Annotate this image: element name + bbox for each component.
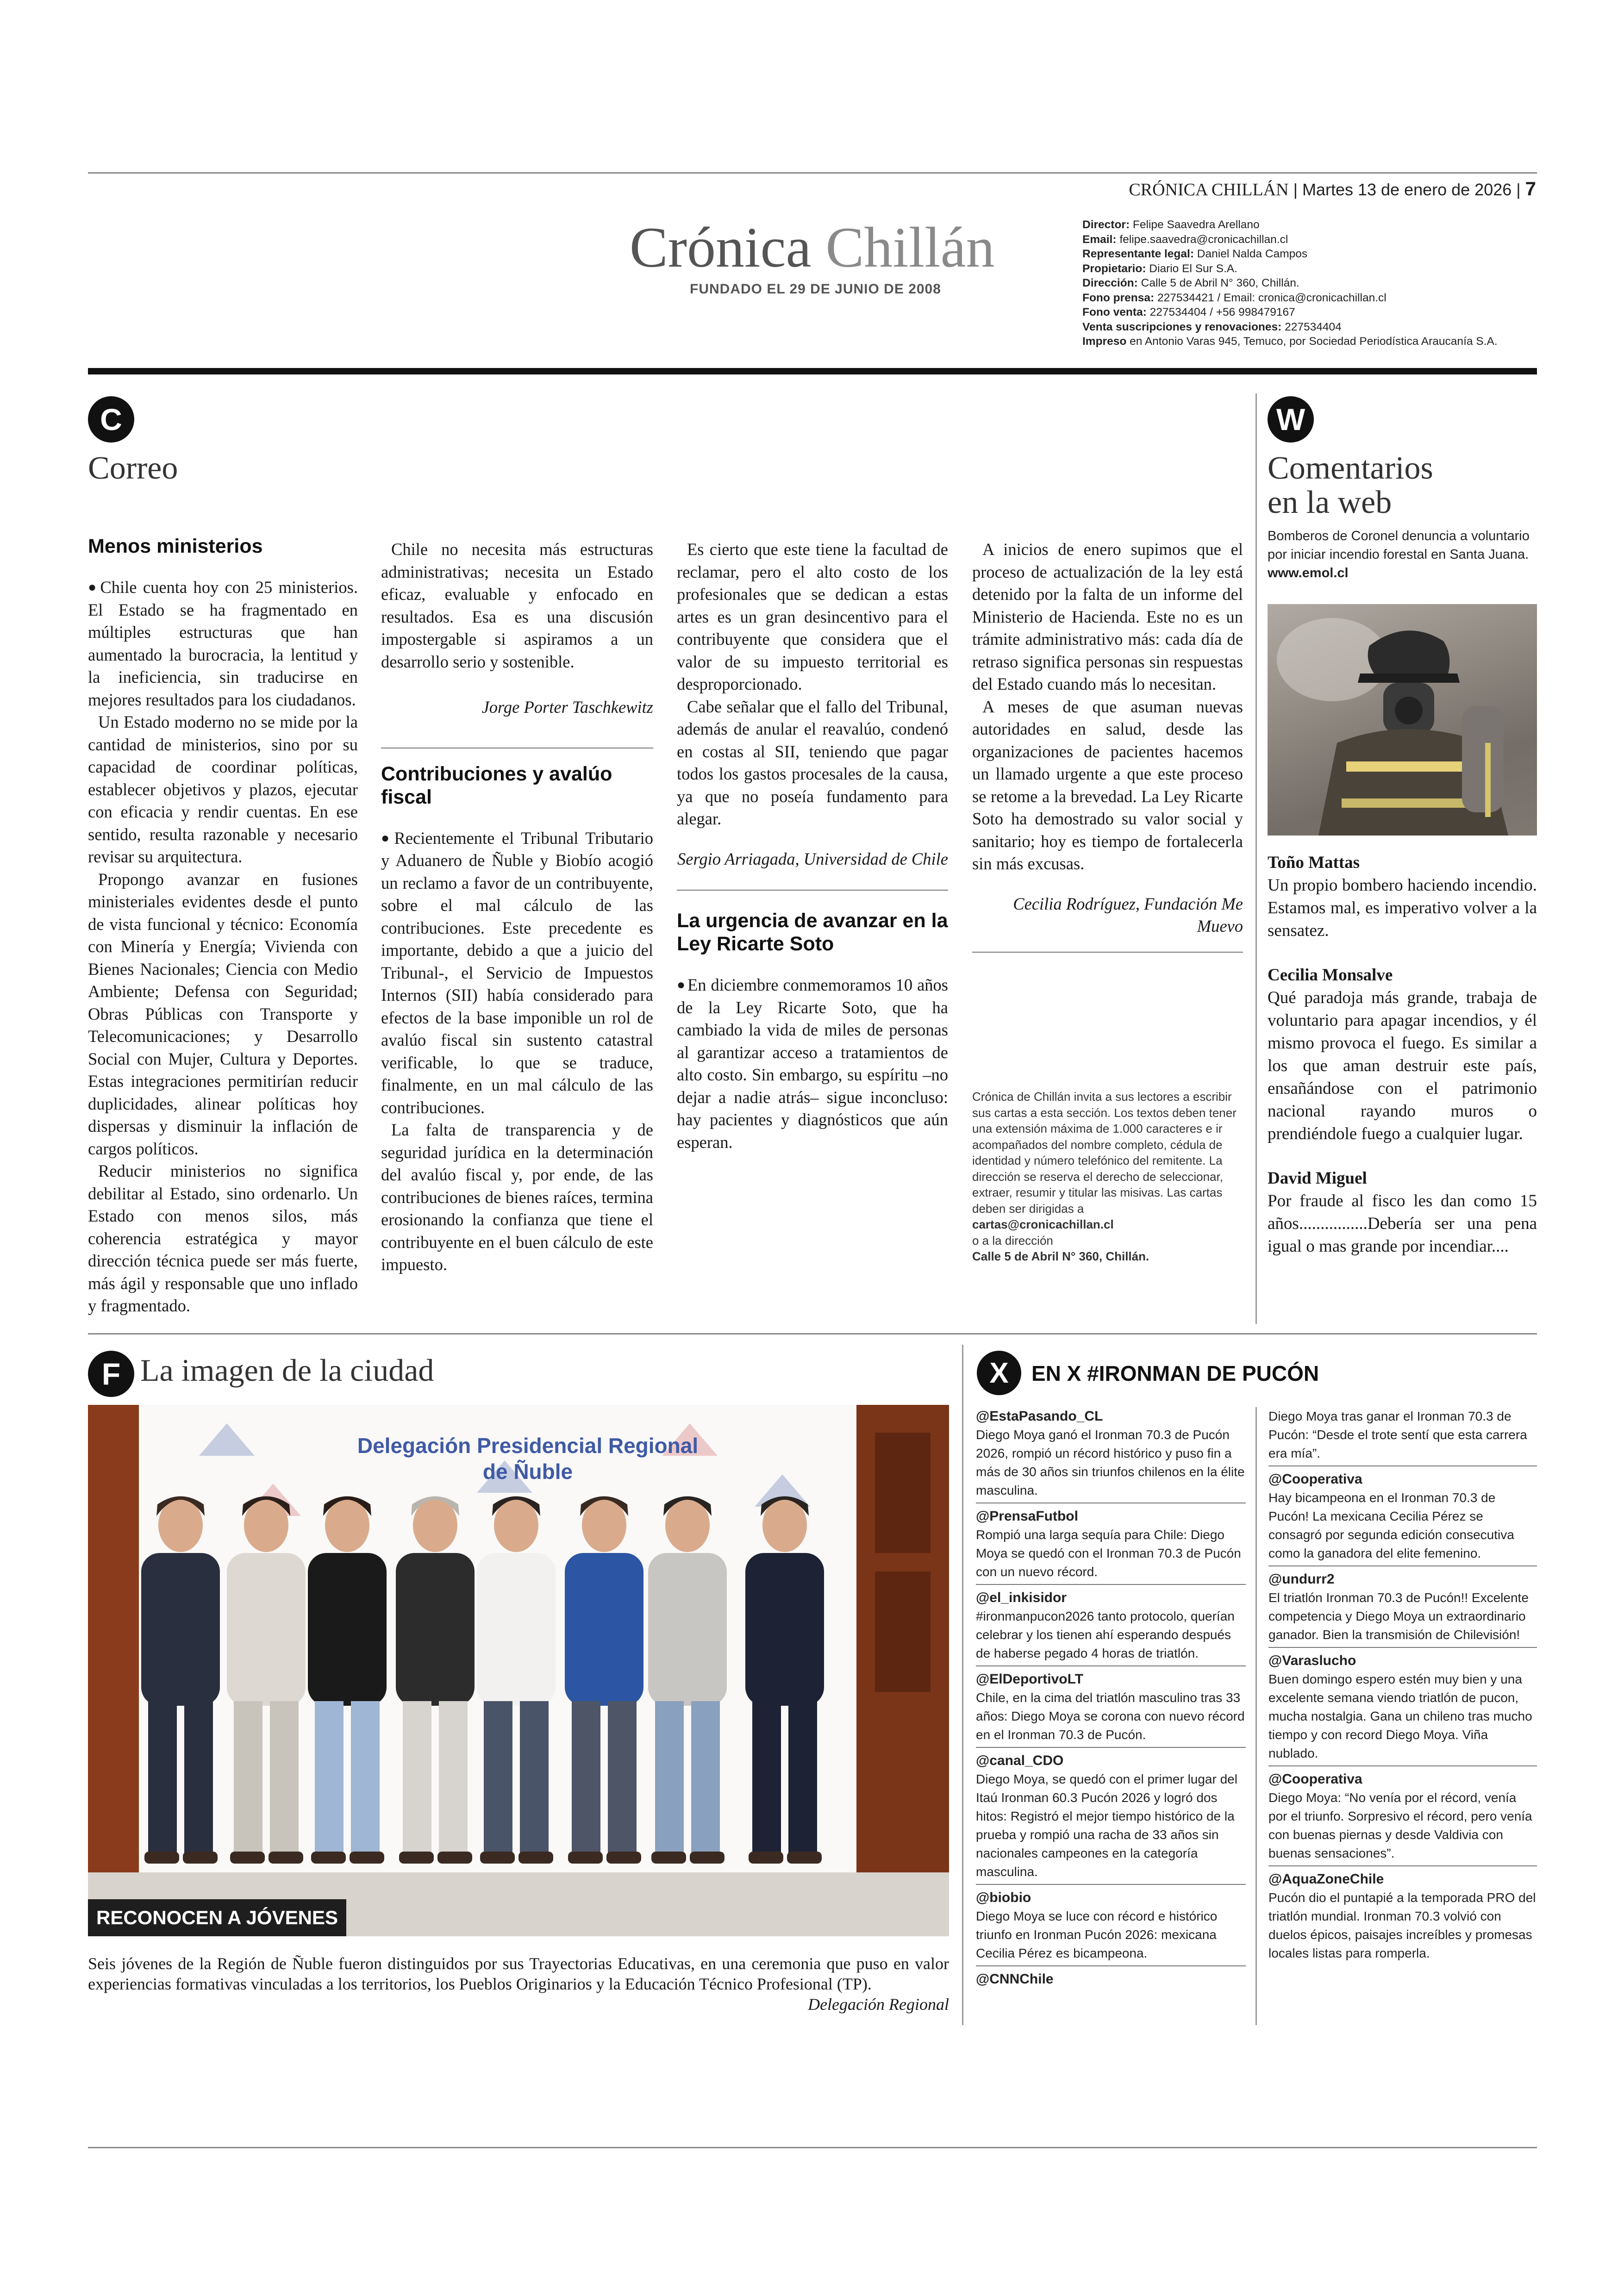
masthead-line: Director: Felipe Saavedra Arellano [1082, 218, 1260, 231]
tweet [976, 1507, 1246, 1581]
photo-label: RECONOCEN A JÓVENES [88, 1899, 346, 1936]
tweet-handle[interactable]: @AquaZoneChile [1268, 1871, 1384, 1887]
tweet [976, 1889, 1246, 1963]
tweet [1268, 1470, 1537, 1563]
letter-1-signature: Jorge Porter Taschkewitz [481, 698, 653, 717]
person-figure [648, 1497, 727, 1864]
tweet-text: Diego Moya, se quedó con el primer lugar del Itaú Ironman 60.3 Pucón 2026 y logró dos hitos: Registró el mejor tiempo histórico de la prueba y rompió una racha de 33 años sin nacionales campeones en la categoría masculina. [976, 1772, 1237, 1879]
header-thick-rule [88, 368, 1537, 374]
tweet-text: Buen domingo espero estén muy bien y una excelente semana viendo triatlón de pucon, mucha nostalgia. Gana un chileno tras mucho tiempo y con record Diego Moya. Viña nublado. [1268, 1672, 1532, 1760]
web-comment [1268, 964, 1537, 1145]
tweet-handle[interactable]: @ElDeportivoLT [976, 1671, 1084, 1687]
person-figure [227, 1497, 306, 1864]
web-lead [1268, 527, 1537, 582]
web-column-divider [1255, 393, 1257, 1324]
imagen-section-title: La imagen de la ciudad [140, 1353, 434, 1388]
letter-column-4 [972, 538, 1243, 953]
tweet-columns-divider [1255, 1407, 1257, 2025]
tweet-handle[interactable]: @PrensaFutbol [976, 1509, 1078, 1524]
person-figure [745, 1497, 824, 1864]
tweet-separator [1268, 1865, 1537, 1866]
tweet-separator [976, 1884, 1246, 1885]
letter-3-paragraph: A inicios de enero supimos que el proceso de actualización de la ley está detenido por la falta de un informe del Ministerio de Hacienda. Este no es un trámite administrativo más: cada día de retraso significa personas sin respuestas del Estado cuando más lo necesitan. [972, 540, 1243, 693]
person-figure [565, 1497, 643, 1864]
tweet-text: Pucón dio el puntapié a la temporada PRO del triatlón mundial. Ironman 70.3 volvió con duelos épicos, paisajes increíbles y promesas locales listas para romperla. [1268, 1890, 1536, 1960]
tweet-text: Diego Moya se luce con récord e histórico triunfo en Ironman Pucón 2026: mexicana Cecilia Pérez es bicampeona. [976, 1909, 1218, 1960]
firefighter-illustration [1268, 604, 1537, 836]
twitter-section-title: EN X #IRONMAN DE PUCÓN [1031, 1361, 1319, 1385]
masthead-line: Dirección: Calle 5 de Abril N° 360, Chillán. [1082, 277, 1299, 289]
letter-2-paragraph: ● Recientemente el Tribunal Tributario y Aduanero de Ñuble y Biobío acogió un reclamo a favor de un contribuyente, sobre el mal cálculo de las contribuciones. Este precedente es importante, debido a que a juicio del Tribunal-, el Servicio de Impuestos Internos (SII) había considerado para efectos de la base imponible un rol de avalúo fiscal sin sustento catastral verificable, lo que se traduce, finalmente, en un mal cálculo de las contribuciones. [381, 828, 653, 1117]
comment-author: Cecilia Monsalve [1268, 966, 1393, 985]
tweet-separator [1268, 1565, 1537, 1566]
letter-3-headline: La urgencia de avanzar en la Ley Ricarte Soto [677, 910, 948, 955]
notice-email[interactable]: cartas@cronicachillan.cl [972, 1217, 1114, 1231]
correo-section-title: Correo [88, 450, 178, 486]
letter-column-3 [677, 538, 948, 1154]
comment-author: Toño Mattas [1268, 853, 1360, 872]
letter-column-1 [88, 535, 358, 1317]
web-section-badge: W [1268, 396, 1314, 443]
letter-divider [972, 952, 1243, 953]
letter-column-2 [381, 538, 653, 1276]
web-comments [1268, 852, 1537, 1258]
tweet-text: Diego Moya ganó el Ironman 70.3 de Pucón 2026, rompió un récord histórico y puso fin a más de 30 años sin triunfos chilenos en la élite masculina. [976, 1428, 1245, 1497]
letters-notice [972, 1089, 1243, 1265]
masthead-line: Fono prensa: 227534421 / Email: cronica@cronicachillan.cl [1082, 291, 1387, 304]
firefighter-photo [1268, 604, 1537, 836]
person-figure [477, 1497, 556, 1864]
letter-1-paragraph: Reducir ministerios no significa debilitar al Estado, sino ordenarlo. Un Estado con menos silos, más coherencia estratégica y mayor dirección técnica puede ser más fuerte, más ágil y responsable que uno inflado y fragmentado. [88, 1161, 358, 1315]
web-comment [1268, 1167, 1537, 1258]
tweet-handle[interactable]: @Cooperativa [1268, 1771, 1362, 1787]
tweet-separator [1268, 1647, 1537, 1648]
tweet [1268, 1652, 1537, 1763]
person-figure [141, 1497, 220, 1864]
tweet [1268, 1570, 1537, 1644]
top-rule [88, 172, 1537, 174]
letter-1-headline: Menos ministerios [88, 535, 263, 557]
comment-author: David Miguel [1268, 1169, 1367, 1188]
tweet-handle[interactable]: @undurr2 [1268, 1572, 1335, 1587]
tweet-handle[interactable]: @EstaPasando_CL [976, 1409, 1103, 1424]
web-comment [1268, 852, 1537, 942]
comment-text: Qué paradoja más grande, trabaja de voluntario para apagar incendios, y él mismo provoca el fuego. Es similar a los que aman destruir este país, ensañándose con el patrimonio nacional rayando muros o prendiéndole fuego a cualquier lugar. [1268, 988, 1537, 1143]
comment-text: Por fraude al fisco les dan como 15 años................Debería ser una pena igual o mas grande por incendiar.... [1268, 1191, 1537, 1256]
photo-people [88, 1405, 949, 1936]
letter-3-signature: Cecilia Rodríguez, Fundación Me Muevo [1013, 894, 1243, 935]
running-head-date: | Martes 13 de enero de 2026 | [1293, 180, 1521, 199]
imagen-section-badge: F [88, 1351, 134, 1397]
running-head-paper: CRÓNICA CHILLÁN [1129, 180, 1289, 200]
letter-2-paragraph: La falta de transparencia y de seguridad jurídica en la determinación del avalúo fiscal y, por ende, de las contribuciones de bienes raíces, termina erosionando la confianza que tiene el contribuyente en el buen cálculo de este impuesto. [381, 1120, 653, 1274]
masthead-line: Representante legal: Daniel Nalda Campos [1082, 248, 1308, 260]
tweet-handle[interactable]: @biobio [976, 1890, 1031, 1905]
tweet-separator [976, 1584, 1246, 1585]
caption-text: Seis jóvenes de la Región de Ñuble fueron distinguidos por sus Trayectorias Educativas, en una ceremonia que puso en valor experiencias formativas vinculadas a los territorios, los Pueblos Originarios y la Educación Técnico Profesional (TP). [88, 1954, 949, 1993]
tweet [1268, 1770, 1537, 1863]
tweet [976, 1670, 1246, 1744]
masthead-line: Email: felipe.saavedra@cronicachillan.cl [1082, 233, 1288, 246]
masthead-line: Venta suscripciones y renovaciones: 227534404 [1082, 320, 1342, 333]
person-figure [396, 1497, 475, 1864]
photo-caption [88, 1953, 949, 1994]
tweet [976, 1752, 1246, 1881]
person-figure [308, 1497, 387, 1864]
tweet [1268, 1407, 1537, 1463]
letter-3-paragraph: A meses de que asuman nuevas autoridades en salud, desde las organizaciones de pacientes hacemos un llamado urgente a que este proceso se retome a la brevedad. La Ley Ricarte Soto ha demostrado su valor social y sanitario; hoy es tiempo de fortalecerla sin más excusas. [972, 697, 1243, 873]
tweet-separator [976, 1747, 1246, 1748]
tweet-text: Chile, en la cima del triatlón masculino tras 33 años: Diego Moya se corona con nuevo récord en el Ironman 70.3 de Pucón. [976, 1690, 1245, 1742]
tweet-handle[interactable]: @Cooperativa [1268, 1472, 1362, 1487]
masthead-line: Impreso en Antonio Varas 945, Temuco, por Sociedad Periodística Araucanía S.A. [1082, 335, 1498, 348]
web-section-title [1268, 451, 1433, 519]
photo-banner-text: Delegación Presidencial Regional de Ñuble [357, 1434, 699, 1484]
letter-2-paragraph: Es cierto que este tiene la facultad de reclamar, pero el alto costo de los profesionales que se dedican a estas artes es un gran desincentivo para el contribuyente que considera que el valor de su impuesto territorial es desproporcionado. [677, 540, 948, 693]
tweet-text: El triatlón Ironman 70.3 de Pucón!! Excelente competencia y Diego Moya un extraordinario ganador. Bien la transmisión de Chilevisión! [1268, 1590, 1529, 1642]
twitter-section-badge: X [977, 1351, 1021, 1395]
tweet-separator [1268, 1765, 1537, 1766]
letter-divider [677, 890, 948, 891]
tweet-handle[interactable]: @CNNChile [976, 1971, 1054, 1987]
tweet-text: Diego Moya: “No venía por el récord, venía por el triunfo. Sorpresivo el récord, pero venía con buenas piernas y desde Valdivia con buenas sensaciones”. [1268, 1790, 1532, 1860]
masthead-line: Propietario: Diario El Sur S.A. [1082, 262, 1237, 275]
web-title-line-2: en la web [1268, 484, 1392, 520]
tweet-separator [976, 1965, 1246, 1966]
letter-3-paragraph: ● En diciembre conmemoramos 10 años de la Ley Ricarte Soto, que ha cambiado la vida de miles de personas al garantizar acceso a tratamientos de alto costo. Sin embargo, su espíritu –no dejar a nadie atrás– sigue inconcluso: hay pacientes y diagnósticos que aún esperan. [677, 975, 948, 1152]
letter-1-paragraph: Chile no necesita más estructuras administrativas; necesita un Estado eficaz, evaluable y enfocado en resultados. Esa es una discusión impostergable si aspiramos a un desarrollo serio y sostenible. [381, 540, 653, 671]
founded-date: FUNDADO EL 29 DE JUNIO DE 2008 [690, 281, 941, 297]
web-lead-source[interactable]: www.emol.cl [1268, 566, 1349, 580]
logo-word-cronica: Crónica [630, 216, 812, 279]
running-head [1129, 178, 1536, 200]
tweet-text: Diego Moya tras ganar el Ironman 70.3 de Pucón: “Desde el trote sentí que esta carrera era mía”. [1268, 1409, 1527, 1460]
letter-1-paragraph: ● Chile cuenta hoy con 25 ministerios. El Estado se ha fragmentado en múltiples estructuras que han aumentado la burocracia, la lentitud y la ineficiencia, sin traducirse en mejores resultados para los ciudadanos. [88, 578, 358, 709]
tweet [976, 1407, 1246, 1500]
tweet-separator [976, 1665, 1246, 1666]
city-photo [88, 1405, 949, 1936]
letter-1-paragraph: Propongo avanzar en fusiones ministeriales evidentes desde el punto de vista funcional y técnico: Economía con Minería y Energía; Vivienda con Bienes Nacionales; Ciencia con Medio Ambiente; Defensa con Seguridad; Obras Públicas con Transporte y Telecomunicaciones; y Desarrollo Social con Mujer, Cultura y Deportes. Estas integraciones permitirían reducir duplicidades, alinear políticas hoy dispersas y disminuir la inflación de cargos políticos. [88, 869, 358, 1158]
tweet [976, 1970, 1246, 1989]
masthead-line: Fono venta: 227534404 / +56 998479167 [1082, 306, 1295, 318]
comment-text: Un propio bombero haciendo incendio. Estamos mal, es imperativo volver a la sensatez. [1268, 876, 1537, 940]
tweets-column-2 [1268, 1407, 1537, 1963]
tweet [1268, 1870, 1537, 1963]
tweet-text: Rompió una larga sequía para Chile: Diego Moya se quedó con el Ironman 70.3 de Pucón con un nuevo récord. [976, 1528, 1241, 1579]
tweet-handle[interactable]: @el_inkisidor [976, 1590, 1067, 1605]
logo-word-chillan: Chillán [825, 216, 995, 279]
letter-2-paragraph: Cabe señalar que el fallo del Tribunal, además de anular el reavalúo, condenó en costas al SII, teniendo que pagar todos los gastos procesales de la causa, ya que no poseía fundamento para alegar. [677, 697, 948, 828]
tweet-handle[interactable]: @Varaslucho [1268, 1653, 1356, 1668]
masthead-credits [1082, 218, 1498, 349]
tweet-text: Hay bicampeona en el Ironman 70.3 de Pucón! La mexicana Cecilia Pérez se consagró por segunda edición consecutiva como la ganadora del elite femenino. [1268, 1491, 1514, 1560]
mid-rule [88, 1333, 1537, 1335]
bottom-rule [88, 2147, 1537, 2148]
letter-2-signature: Sergio Arriagada, Universidad de Chile [677, 849, 948, 868]
tweet [976, 1589, 1246, 1663]
twitter-column-divider [962, 1345, 963, 2025]
masthead-logo [630, 218, 995, 278]
web-title-line-1: Comentarios [1268, 450, 1433, 486]
correo-section-badge: C [88, 396, 134, 443]
letter-1-paragraph: Un Estado moderno no se mide por la cantidad de ministerios, sino por su capacidad de coordinar políticas, establecer objetivos y plazos, ejecutar con eficacia y rendir cuentas. En ese sentido, resulta razonable y necesario revisar su arquitectura. [88, 712, 358, 866]
page-number: 7 [1525, 178, 1536, 200]
tweet-handle[interactable]: @canal_CDO [976, 1753, 1064, 1768]
people-figures [88, 1405, 949, 1936]
notice-address: Calle 5 de Abril N° 360, Chillán. [972, 1249, 1149, 1263]
tweet-text: #ironmanpucon2026 tanto protocolo, querían celebrar y los tienen ahí esperando después de haberse pegado 4 horas de triatlón. [976, 1609, 1235, 1660]
notice-or: o a la dirección [972, 1233, 1053, 1247]
letter-2-headline: Contribuciones y avalúo fiscal [381, 762, 612, 808]
notice-text: Crónica de Chillán invita a sus lectores a escribir sus cartas a esta sección. Los textos deben tener una extensión máxima de 1.000 caracteres e ir acompañados del nombre completo, cédula de identidad y número telefónico del remitente. La dirección se reserva el derecho de seleccionar, extraer, resumir y titular las misivas. Las cartas deben ser dirigidas a [972, 1090, 1237, 1216]
tweets-column-1 [976, 1407, 1246, 1989]
photo-credit: Delegación Regional [808, 1995, 949, 2014]
web-lead-text: Bomberos de Coronel denuncia a voluntario por iniciar incendio forestal en Santa Juana. [1268, 529, 1530, 562]
